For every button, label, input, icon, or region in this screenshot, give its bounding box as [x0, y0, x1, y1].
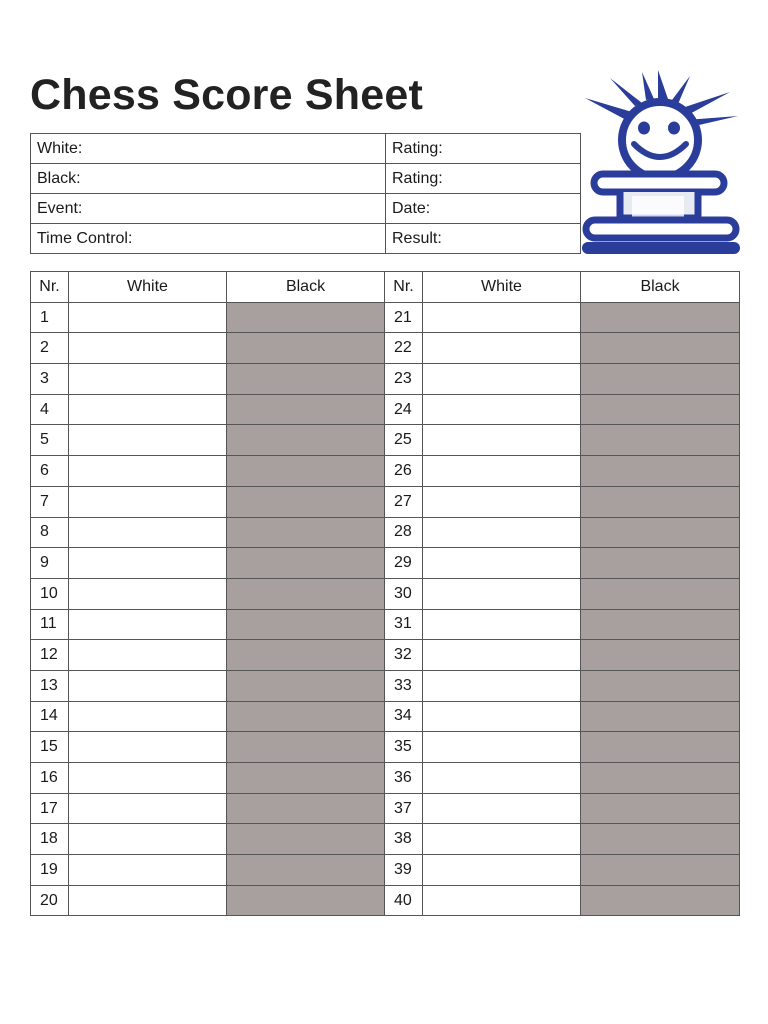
- black-move-cell-left[interactable]: [227, 763, 385, 794]
- black-move-cell-left[interactable]: [227, 609, 385, 640]
- move-number-right: 30: [385, 578, 423, 609]
- black-move-cell-right[interactable]: [581, 701, 740, 732]
- white-move-cell-right[interactable]: [423, 302, 581, 333]
- result-field[interactable]: [386, 224, 581, 254]
- header-black-right: Black: [581, 272, 740, 303]
- move-row: [31, 548, 740, 579]
- move-row: [31, 486, 740, 517]
- move-number-right: 22: [385, 333, 423, 364]
- black-move-cell-left[interactable]: [227, 486, 385, 517]
- move-row: [31, 609, 740, 640]
- move-number-right: 39: [385, 855, 423, 886]
- move-row: [31, 425, 740, 456]
- white-move-cell-right[interactable]: [423, 793, 581, 824]
- black-move-cell-left[interactable]: [227, 578, 385, 609]
- move-number-left: 11: [31, 609, 69, 640]
- moves-table: [30, 271, 740, 916]
- move-number-left: 8: [31, 517, 69, 548]
- move-row: [31, 333, 740, 364]
- move-number-left: 2: [31, 333, 69, 364]
- move-row: [31, 364, 740, 395]
- move-row: [31, 670, 740, 701]
- black-move-cell-left[interactable]: [227, 517, 385, 548]
- move-number-right: 35: [385, 732, 423, 763]
- move-number-left: 1: [31, 302, 69, 333]
- move-number-right: 34: [385, 701, 423, 732]
- black-move-cell-right[interactable]: [581, 732, 740, 763]
- white-player-label: White:: [37, 139, 83, 157]
- move-number-right: 21: [385, 302, 423, 333]
- move-number-right: 36: [385, 763, 423, 794]
- white-move-cell-right[interactable]: [423, 486, 581, 517]
- move-number-left: 16: [31, 763, 69, 794]
- black-move-cell-left[interactable]: [227, 548, 385, 579]
- event-field[interactable]: [31, 194, 386, 224]
- white-move-cell-left[interactable]: [69, 824, 227, 855]
- info-row-black: [31, 164, 581, 194]
- move-row: [31, 302, 740, 333]
- white-move-cell-right[interactable]: [423, 578, 581, 609]
- black-move-cell-left[interactable]: [227, 456, 385, 487]
- result-label: Result:: [392, 229, 442, 247]
- black-move-cell-left[interactable]: [227, 701, 385, 732]
- black-move-cell-right[interactable]: [581, 885, 740, 916]
- white-move-cell-right[interactable]: [423, 701, 581, 732]
- time-control-label: Time Control:: [37, 229, 133, 247]
- white-move-cell-right[interactable]: [423, 456, 581, 487]
- move-number-right: 40: [385, 885, 423, 916]
- move-number-right: 27: [385, 486, 423, 517]
- move-number-left: 10: [31, 578, 69, 609]
- white-move-cell-right[interactable]: [423, 425, 581, 456]
- smiley-chess-pawn-icon: [580, 70, 740, 260]
- black-player-field[interactable]: [31, 164, 386, 194]
- white-move-cell-right[interactable]: [423, 333, 581, 364]
- white-move-cell-left[interactable]: [69, 364, 227, 395]
- white-move-cell-left[interactable]: [69, 578, 227, 609]
- info-row-event: [31, 194, 581, 224]
- black-move-cell-right[interactable]: [581, 456, 740, 487]
- time-control-field[interactable]: [31, 224, 386, 254]
- move-number-right: 25: [385, 425, 423, 456]
- black-move-cell-left[interactable]: [227, 824, 385, 855]
- black-move-cell-left[interactable]: [227, 885, 385, 916]
- white-move-cell-left[interactable]: [69, 701, 227, 732]
- black-move-cell-left[interactable]: [227, 855, 385, 886]
- black-move-cell-right[interactable]: [581, 364, 740, 395]
- move-number-right: 32: [385, 640, 423, 671]
- white-move-cell-right[interactable]: [423, 548, 581, 579]
- white-move-cell-right[interactable]: [423, 364, 581, 395]
- date-field[interactable]: [386, 194, 581, 224]
- white-move-cell-right[interactable]: [423, 855, 581, 886]
- black-move-cell-right[interactable]: [581, 824, 740, 855]
- move-number-right: 31: [385, 609, 423, 640]
- header-nr-right: Nr.: [385, 272, 423, 303]
- black-rating-field[interactable]: [386, 164, 581, 194]
- date-label: Date:: [392, 199, 431, 217]
- white-move-cell-left[interactable]: [69, 732, 227, 763]
- white-move-cell-left[interactable]: [69, 548, 227, 579]
- move-row: [31, 824, 740, 855]
- moves-header-row: [31, 272, 740, 303]
- white-move-cell-right[interactable]: [423, 670, 581, 701]
- white-move-cell-left[interactable]: [69, 670, 227, 701]
- black-move-cell-left[interactable]: [227, 394, 385, 425]
- white-move-cell-left[interactable]: [69, 517, 227, 548]
- white-move-cell-left[interactable]: [69, 302, 227, 333]
- black-move-cell-left[interactable]: [227, 302, 385, 333]
- white-move-cell-left[interactable]: [69, 425, 227, 456]
- white-rating-field[interactable]: [386, 134, 581, 164]
- black-move-cell-right[interactable]: [581, 609, 740, 640]
- header-black-left: Black: [227, 272, 385, 303]
- white-move-cell-right[interactable]: [423, 763, 581, 794]
- white-move-cell-left[interactable]: [69, 855, 227, 886]
- black-move-cell-right[interactable]: [581, 302, 740, 333]
- white-move-cell-left[interactable]: [69, 640, 227, 671]
- black-move-cell-right[interactable]: [581, 855, 740, 886]
- info-row-time-control: [31, 224, 581, 254]
- move-row: [31, 456, 740, 487]
- white-move-cell-right[interactable]: [423, 885, 581, 916]
- move-number-left: 20: [31, 885, 69, 916]
- move-row: [31, 578, 740, 609]
- white-player-field[interactable]: [31, 134, 386, 164]
- move-row: [31, 517, 740, 548]
- white-move-cell-right[interactable]: [423, 517, 581, 548]
- move-number-left: 3: [31, 364, 69, 395]
- move-number-left: 6: [31, 456, 69, 487]
- move-row: [31, 763, 740, 794]
- black-move-cell-right[interactable]: [581, 394, 740, 425]
- move-number-left: 7: [31, 486, 69, 517]
- header-white-left: White: [69, 272, 227, 303]
- black-move-cell-right[interactable]: [581, 548, 740, 579]
- move-number-left: 12: [31, 640, 69, 671]
- move-number-left: 17: [31, 793, 69, 824]
- black-player-label: Black:: [37, 169, 81, 187]
- move-number-left: 9: [31, 548, 69, 579]
- game-info-table: [30, 133, 581, 254]
- black-move-cell-right[interactable]: [581, 425, 740, 456]
- move-number-right: 24: [385, 394, 423, 425]
- black-move-cell-left[interactable]: [227, 425, 385, 456]
- black-move-cell-right[interactable]: [581, 517, 740, 548]
- white-move-cell-left[interactable]: [69, 456, 227, 487]
- white-move-cell-left[interactable]: [69, 609, 227, 640]
- black-move-cell-right[interactable]: [581, 486, 740, 517]
- info-row-white: [31, 134, 581, 164]
- move-number-right: 33: [385, 670, 423, 701]
- white-move-cell-left[interactable]: [69, 394, 227, 425]
- move-row: [31, 640, 740, 671]
- move-row: [31, 394, 740, 425]
- white-move-cell-right[interactable]: [423, 609, 581, 640]
- white-move-cell-right[interactable]: [423, 640, 581, 671]
- move-row: [31, 793, 740, 824]
- header-white-right: White: [423, 272, 581, 303]
- black-move-cell-left[interactable]: [227, 732, 385, 763]
- black-move-cell-left[interactable]: [227, 364, 385, 395]
- black-move-cell-right[interactable]: [581, 793, 740, 824]
- black-move-cell-left[interactable]: [227, 333, 385, 364]
- event-label: Event:: [37, 199, 83, 217]
- white-move-cell-left[interactable]: [69, 333, 227, 364]
- header-nr-left: Nr.: [31, 272, 69, 303]
- move-row: [31, 855, 740, 886]
- move-number-right: 23: [385, 364, 423, 395]
- black-move-cell-left[interactable]: [227, 640, 385, 671]
- black-move-cell-right[interactable]: [581, 578, 740, 609]
- move-number-left: 15: [31, 732, 69, 763]
- black-move-cell-left[interactable]: [227, 670, 385, 701]
- move-number-right: 29: [385, 548, 423, 579]
- white-move-cell-left[interactable]: [69, 763, 227, 794]
- white-move-cell-right[interactable]: [423, 824, 581, 855]
- move-number-right: 28: [385, 517, 423, 548]
- white-rating-label: Rating:: [392, 139, 443, 157]
- move-number-left: 4: [31, 394, 69, 425]
- move-number-left: 13: [31, 670, 69, 701]
- black-move-cell-left[interactable]: [227, 793, 385, 824]
- white-move-cell-left[interactable]: [69, 486, 227, 517]
- black-rating-label: Rating:: [392, 169, 443, 187]
- move-number-left: 5: [31, 425, 69, 456]
- page-title: Chess Score Sheet: [30, 71, 423, 119]
- black-move-cell-right[interactable]: [581, 763, 740, 794]
- move-number-left: 19: [31, 855, 69, 886]
- black-move-cell-right[interactable]: [581, 333, 740, 364]
- move-number-right: 38: [385, 824, 423, 855]
- white-move-cell-left[interactable]: [69, 885, 227, 916]
- move-number-right: 37: [385, 793, 423, 824]
- black-move-cell-right[interactable]: [581, 640, 740, 671]
- white-move-cell-right[interactable]: [423, 732, 581, 763]
- move-row: [31, 732, 740, 763]
- move-row: [31, 885, 740, 916]
- white-move-cell-right[interactable]: [423, 394, 581, 425]
- white-move-cell-left[interactable]: [69, 793, 227, 824]
- move-number-left: 14: [31, 701, 69, 732]
- move-row: [31, 701, 740, 732]
- move-number-right: 26: [385, 456, 423, 487]
- black-move-cell-right[interactable]: [581, 670, 740, 701]
- moves-body: [31, 302, 740, 916]
- move-number-left: 18: [31, 824, 69, 855]
